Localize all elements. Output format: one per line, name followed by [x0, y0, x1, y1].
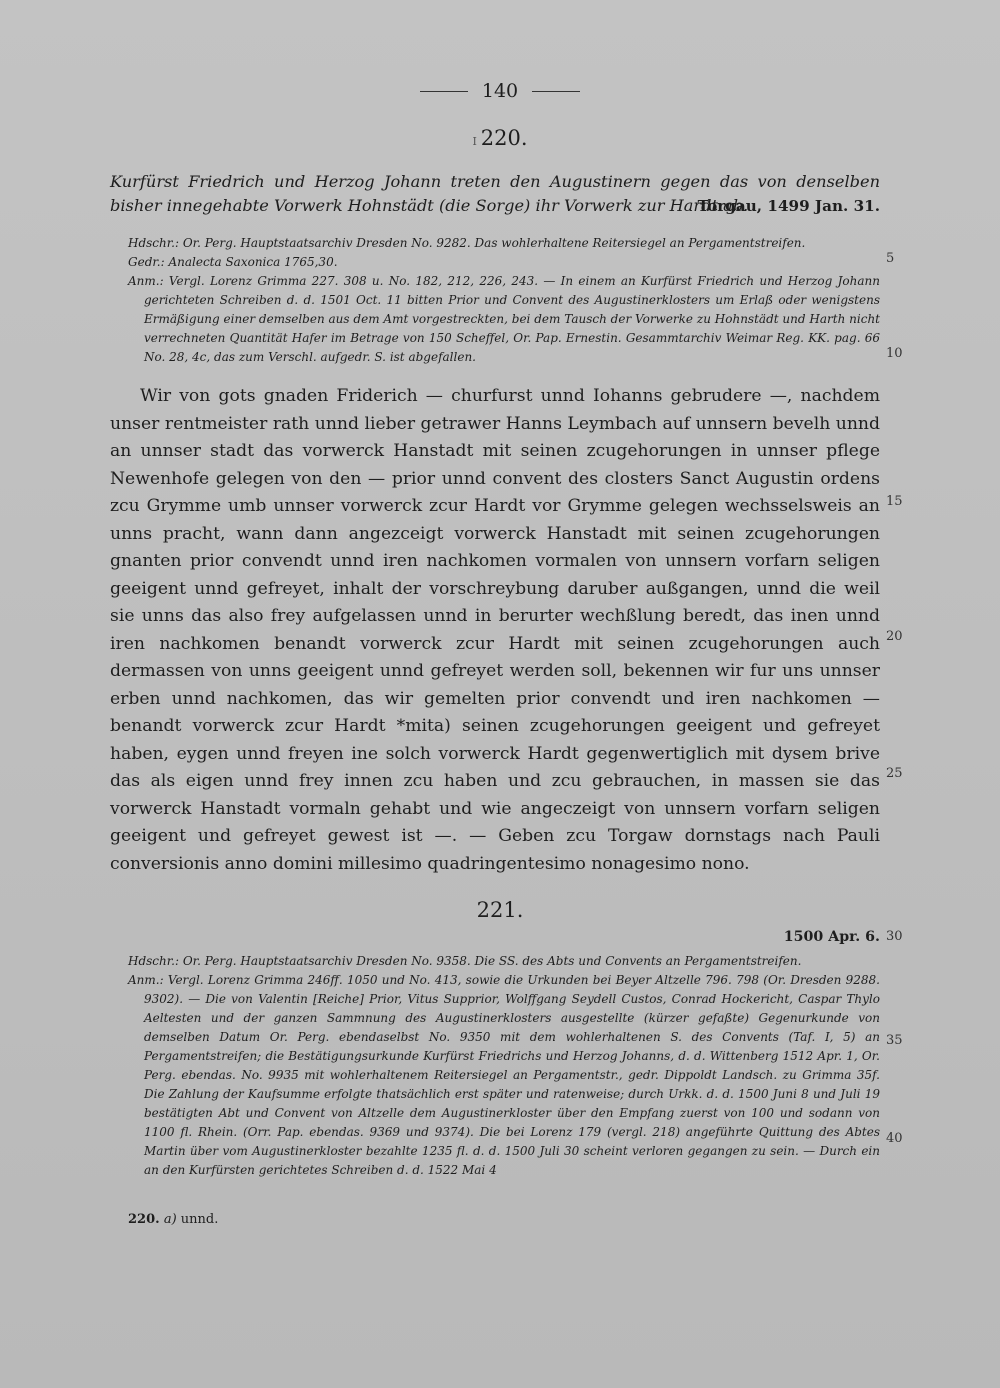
- document-number-221: [0, 898, 1000, 922]
- charter-text: [110, 383, 880, 878]
- note-manuscript-221: Hdschr.: Or. Perg. Hauptstaatsarchiv Dresden No. 9358. Die SS. des Abts und Convents an Pergamentstreifen.: [128, 954, 802, 968]
- note-manuscript: Hdschr.: Or. Perg. Hauptstaatsarchiv Dresden No. 9282. Das wohlerhaltene Reitersiegel an Pergamentstreifen.: [128, 236, 806, 250]
- line-number: 5: [886, 251, 895, 266]
- note-remark-221: Anm.: Vergl. Lorenz Grimma 246ff. 1050 und No. 413, sowie die Urkunden bei Beyer Altzelle 796. 798 (Or. Dresden 9288. 9302). — Die von Valentin [Reiche] Prior, Vitus Supprior, Wolffgang Seydell Custos, Conrad Hockericht, Caspar Thylo Aeltesten und der ganzen Sammnung des Augustinerklosters ausgestellte (kürzer gefaßte) Gegenurkunde von demselben Datum Or. Perg. ebendaselbst No. 9350 mit dem wohlerhaltenen S. des Convents (Taf. I, 5) an Pergamentstreifen; die Bestätigungsurkunde Kurfürst Friedrichs und Herzog Johanns, d. d. Wittenberg 1512 Apr. 1, Or. Perg. ebendas. No. 9935 mit wohlerhaltenem Reitersiegel an Pergamentstr., gedr. Dippoldt Landsch. zu Grimma 35f. Die Zahlung der Kaufsumme erfolgte thatsächlich erst später und ratenweise; durch Urkk. d. d. 1500 Juni 8 und Juli 19 bestätigten Abt und Convent von Altzelle dem Augustinerkloster über den Empfang zuerst von 100 und sodann von 1100 fl. Rhein. (Orr. Pap. ebendas. 9369 und 9374). Die bei Lorenz 179 (vergl. 218) angeführte Quittung des Abtes Martin über vom Augustinerkloster bezahlte 1235 fl. d. d. 1500 Juli 30 scheint verloren gegangen zu sein. — Durch ein an den Kurfürsten gerichtetes Schreiben d. d. 1522 Mai 4: [128, 973, 880, 1177]
- page-number: [0, 80, 1000, 102]
- place-date: Torgau, 1499 Jan. 31.: [697, 197, 880, 215]
- marginal-mark: I: [472, 135, 477, 148]
- line-number: 30: [886, 929, 903, 944]
- line-number: 20: [886, 629, 903, 644]
- note-remark: Anm.: Vergl. Lorenz Grimma 227. 308 u. No. 182, 212, 226, 243. — In einem an Kurfürst Friedrich und Herzog Johann gerichteten Schreiben d. d. 1501 Oct. 11 bitten Prior und Convent des Augustinerklosters um Erlaß oder wenigstens Ermäßigung einer demselben aus dem Amt vorgestreckten, bei dem Tausch der Vorwerke zu Hohnstädt und Harth nicht verrechneten Quantität Hafer im Betrage von 150 Scheffel, Or. Pap. Ernestin. Gesammtarchiv Weimar Reg. KK. pag. 66 No. 28, 4c, das zum Verschl. aufgedr. S. ist abgefallen.: [128, 274, 880, 364]
- document-regest: [110, 170, 880, 218]
- document-number-220-text: 220.: [480, 126, 528, 150]
- apparatus-220: [128, 234, 880, 367]
- note-printed: Gedr.: Analecta Saxonica 1765,30.: [128, 255, 338, 269]
- line-number: 15: [886, 494, 903, 509]
- document-number-220: [0, 126, 1000, 150]
- line-number: 35: [886, 1033, 903, 1048]
- apparatus-221: [128, 952, 880, 1180]
- regest-text: Kurfürst Friedrich und Herzog Johann treten den Augustinern gegen das von denselben bisher innegehabte Vorwerk Hohnstädt (die Sorge) ihr Vorwerk zur Hardt ab.: [110, 172, 880, 215]
- charter-text-body: Wir von gots gnaden Friderich — churfurst unnd Iohanns gebrudere —, nachdem unser rentmeister rath unnd lieber getrawer Hanns Leymbach auf unnsern bevelh unnd an unnser stadt das vorwerck Hanstadt mit seinen zcugehorungen in unnser pflege Newenhofe gelegen von den — prior unnd convent des closters Sanct Augustin ordens zcu Grymme umb unnser vorwerck zcur Hardt vor Grymme gelegen wechsselsweis an unns pracht, wann dann angezceigt vorwerck Hanstadt mit seinen zcugehorungen gnanten prior convendt unnd iren nachkomen vormalen von unnsern vorfarn seligen geeigent unnd gefreyet, inhalt der vorschreybung daruber außgangen, unnd die weil sie unns das also frey aufgelassen unnd in berurter wechßlung beredt, das inen unnd iren nachkomen benandt vorwerck zcur Hardt mit seinen zcugehorungen auch dermassen von unns geeigent unnd gefreyet werden soll, bekennen wir fur uns unnser erben unnd nachkomen, das wir gemelten prior convendt und iren nachkomen — benandt vorwerck zcur Hardt *mita) seinen zcugehorungen geeigent und gefreyet haben, eygen unnd freyen ine solch vorwerck Hardt gegenwertiglich mit dysem brive das als eigen unnd frey innen zcu haben und zcu gebrauchen, in massen sie das vorwerck Hanstadt vormaln gehabt und wie angeczeigt von unnsern vorfarn seligen geeigent und gefreyet gewest ist —. — Geben zcu Torgaw dornstags nach Pauli conversionis anno domini millesimo quadringentesimo nonagesimo nono.: [110, 386, 880, 874]
- footnote: [128, 1212, 218, 1227]
- footnote-mark: 220.: [128, 1212, 160, 1227]
- line-number: 10: [886, 346, 903, 361]
- document-date-221: 1500 Apr. 6.: [783, 929, 880, 945]
- line-number: 25: [886, 766, 903, 781]
- line-number: 40: [886, 1131, 903, 1146]
- page-number-rule-left: [420, 91, 468, 92]
- page-number-rule-right: [532, 91, 580, 92]
- footnote-sigil: a): [163, 1212, 177, 1227]
- page-number-text: 140: [481, 80, 519, 102]
- footnote-text: unnd.: [180, 1212, 219, 1227]
- document-number-221-text: 221.: [476, 898, 524, 922]
